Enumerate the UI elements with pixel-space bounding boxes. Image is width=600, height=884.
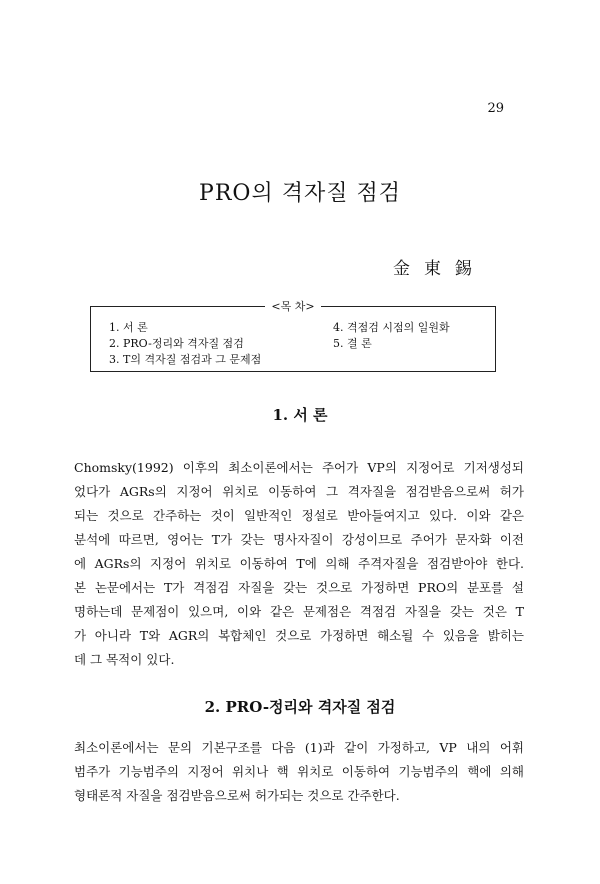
paper-title: PRO의 격자질 점검 bbox=[199, 181, 401, 206]
toc-item-1: 1. 서 론 bbox=[109, 321, 148, 334]
paragraph-line: Chomsky(1992) 이후의 최소이론에서는 주어가 VP의 지정어로 기저생성되 bbox=[74, 460, 524, 475]
section-2-paragraph bbox=[74, 736, 524, 808]
toc-item-3: 3. T의 격자질 점검과 그 문제점 bbox=[109, 353, 262, 366]
section-2-heading: 2. PRO-정리와 격자질 점검 bbox=[204, 698, 396, 716]
author-name: 金東錫 bbox=[393, 259, 486, 279]
paragraph-line: 되는 것으로 간주하는 것이 일반적인 정설로 받아들여지고 있다. 이와 같은 bbox=[74, 508, 524, 523]
table-of-contents bbox=[90, 300, 496, 372]
paragraph-line: 에 AGRs의 지정어 위치로 이동하여 T에 의해 주격자질을 점검받아야 한다. bbox=[74, 556, 524, 571]
paragraph-line: 명하는데 문제점이 있으며, 이와 같은 문제점은 격점검 자질을 갖는 것은 T bbox=[74, 604, 524, 619]
section-1-heading: 1. 서 론 bbox=[272, 406, 328, 424]
toc-item-5: 5. 결 론 bbox=[333, 337, 372, 350]
paragraph-line: 가 아니라 T와 AGR의 복합체인 것으로 가정하면 해소될 수 있음을 밝히는 bbox=[74, 628, 524, 643]
paragraph-line: 형태론적 자질을 점검받음으로써 허가되는 것으로 간주한다. bbox=[74, 788, 400, 803]
paragraph-line: 데 그 목적이 있다. bbox=[74, 652, 175, 667]
paragraph-line: 분석에 따르면, 영어는 T가 갖는 명사자질이 강성이므로 주어가 문자화 이전 bbox=[74, 532, 524, 547]
toc-item-4: 4. 격점검 시점의 일원화 bbox=[333, 321, 450, 334]
paragraph-line: 최소이론에서는 문의 기본구조를 다음 (1)과 같이 가정하고, VP 내의 어휘 bbox=[74, 740, 524, 755]
page-number: 29 bbox=[487, 101, 504, 116]
paragraph-line: 범주가 기능범주의 지정어 위치나 핵 위치로 이동하여 기능범주의 핵에 의해 bbox=[74, 764, 524, 779]
section-1-paragraph bbox=[74, 456, 524, 672]
paragraph-line: 었다가 AGRs의 지정어 위치로 이동하여 그 격자질을 점검받음으로써 허가 bbox=[74, 484, 524, 499]
toc-heading: <목 차> bbox=[91, 298, 495, 314]
paragraph-line: 본 논문에서는 T가 격점검 자질을 갖는 것으로 가정하면 PRO의 분포를 설 bbox=[74, 580, 524, 595]
toc-item-2: 2. PRO-정리와 격자질 점검 bbox=[109, 337, 244, 350]
